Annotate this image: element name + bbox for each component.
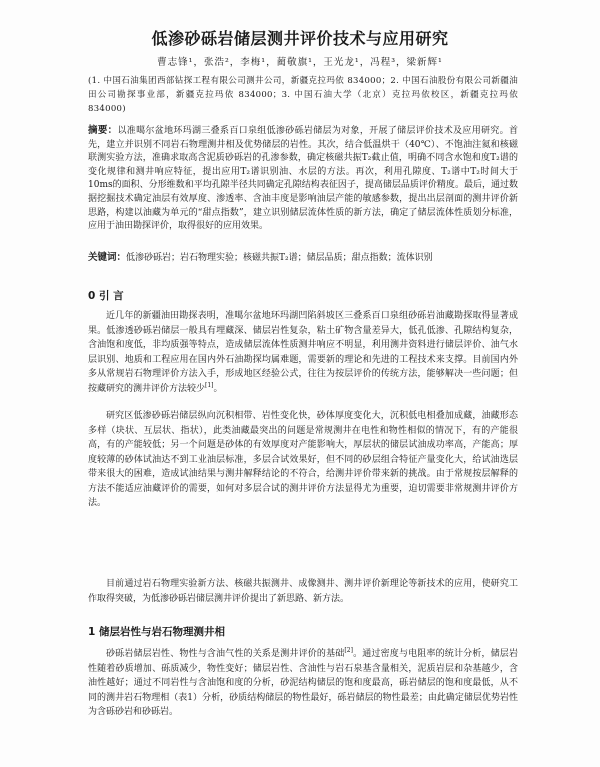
section-heading-1: 1 储层岩性与岩石物理测井相: [88, 626, 225, 638]
section-1-paragraph-1: [88, 647, 518, 720]
abstract-label: 摘要：: [88, 125, 118, 136]
paper-title: 低渗砂砾岩储层测井评价技术与应用研究: [151, 29, 449, 48]
keywords: [88, 251, 518, 265]
keywords-label: 关键词：: [88, 252, 127, 263]
abstract-text: 以准噶尔盆地环玛湖三叠系百口泉组低渗砂砾岩储层为对象，开展了储层评价技术及应用研究。首先，建立并识别不同岩石物理测井相及优势储层的岩性。其次，结合低温烘干（40℃）、不饱油注氦和核磁联测实验方法，准确求取高含泥质砂砾岩的孔渗参数，确定核磁共振T₂截止值，明确不同含水饱和度T₂谱的变化规律和测井响应特征，提出应用T₂谱识别油、水层的方法。再次，利用孔隙度、T₂谱中T₂时间大于10ms的面积、分形维数和平均孔隙半径共同确定孔隙结构表征因子，提高储层品质评价精度。最后，通过数据挖掘技术确定油层有效厚度、渗透率、含油丰度是影响油层产能的敏感参数，提出出层剖面的测井评价新思路，构建以油藏为单元的“甜点指数”，建立识别储层流体性质的新方法，确定了储层流体性质划分标准，应用于油田勘探评价，取得很好的应用效果。: [88, 126, 518, 232]
intro-paragraph-3: 目前通过岩石物理实验新方法、核磁共振测井、成像测井、测井评价新理论等新技术的应用，使研究工作取得突破，为低渗砂砾岩储层测井评价提出了新思路、新方法。: [88, 579, 518, 604]
section-1-paragraph-1-end: 。通过密度与电阻率的统计分析，储层岩性随着砂质增加、砾质减少，物性变好；储层岩性、含油性与岩石泉基含量相关，泥质岩层和杂基越少，含油性越好；通过不同岩性与含油饱和度的分析，砂泥结构储层的饱和度最高，砾岩储层的饱和度最低，从不同的测井岩石物理相（表1）分析，砂质结构储层的物性最好，砾岩储层的物性最差；由此确定储层优势岩性为含砾砂岩和砂砾岩。: [88, 649, 518, 717]
section-heading-introduction: 0 引 言: [88, 290, 124, 302]
intro-paragraph-1: [88, 309, 518, 396]
intro-paragraph-2: 研究区低渗砂砾岩储层纵向沉积相带、岩性变化快，砂体厚度变化大，沉积低电相叠加成藏，油藏形态多样（块状、互层状、指状），此类油藏最突出的问题是常规测井在电性和物性相似的情况下，有的产能很高，有的产能较低；另一个问题是砂体的有效厚度对产能影响大，厚层状的储层试油成功率高，产能高；厚度较薄的砂体试油达不到工业油层标准，多层合试效果好，但不同的砂层组合特征产量变化大，给试油选层带来很大的困难，造成试油结果与测井解释结论的不符合，给测井评价带来新的挑战。由于常规按层解释的方法不能适应油藏评价的需要，如何对多层合试的测井评价方法显得尤为重要，迫切需要非常规测井评价方法。: [88, 411, 518, 508]
citation-ref[interactable]: [2]: [344, 647, 353, 654]
author-list: 曹志锋¹，张浩²，李梅¹，蔺敬旗¹，王光龙¹，冯程³，梁新辉¹: [157, 57, 443, 68]
affiliations: (1. 中国石油集团西部钻探工程有限公司测井公司，新疆克拉玛依 834000；2. 中国石油股份有限公司新疆油田公司勘探事业部，新疆克拉玛依 834000；3. 中国石油大学（北京）克拉玛依校区，新疆克拉玛依 834000): [88, 76, 518, 114]
keywords-text: 低渗砂砾岩；岩石物理实验；核磁共振T₂谱；储层品质；甜点指数；流体识别: [126, 253, 433, 263]
abstract: [88, 124, 518, 234]
section-1-paragraph-1-text: 砂砾岩储层岩性、物性与含油气性的关系是测井评价的基础: [106, 649, 345, 659]
intro-paragraph-1-end: 。: [213, 383, 223, 394]
citation-ref[interactable]: [1]: [205, 381, 214, 389]
intro-paragraph-1-text: 近几年的新疆油田勘探表明，准噶尔盆地环玛湖凹陷斜坡区三叠系百口泉组砂砾岩油藏勘探取得显著成果。低渗透砂砾岩储层一般具有埋藏深、储层岩性复杂，粘土矿物含量差异大，低孔低渗、孔隙结构复杂，含油饱和度低，非均质强等特点，造成储层流体性质测井响应不明显，利用测井资料进行储层评价、油气水层识别、地质和工程应用在国内外石油勘探均属难题，需要新的理论和先进的工程技术来支撑。目前国内外多从常规岩石物理评价方法入手，形成地区经验公式，往往为按层评价的传统方法，能够解决一些问题；但按藏研究的测井评价方法较少: [88, 311, 518, 394]
